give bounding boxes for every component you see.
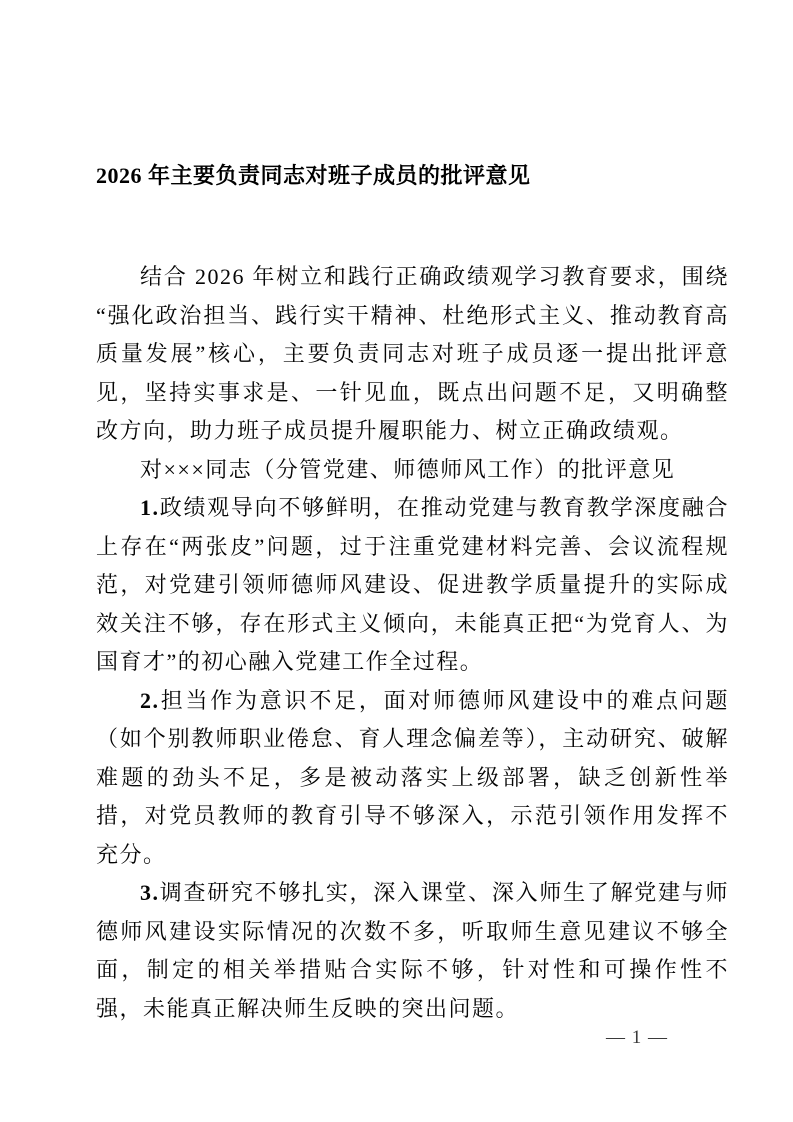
item-number: 3. xyxy=(140,880,160,905)
paragraph-text: 担当作为意识不足，面对师德师风建设中的难点问题（如个别教师职业倦怠、育人理念偏差等），主动研究、破解难题的劲头不足，多是被动落实上级部署，缺乏创新性举措，对党员教师的教育引导不够深入，示范引领作用发挥不充分。 xyxy=(96,687,729,867)
paragraph-text: 政绩观导向不够鲜明，在推动党建与教育教学深度融合上存在“两张皮”问题，过于注重党建材料完善、会议流程规范，对党建引领师德师风建设、促进教学质量提升的实际成效关注不够，存在形式主义倾向，未能真正把“为党育人、为国育才”的初心融入党建工作全过程。 xyxy=(96,495,729,674)
paragraph-item-2 xyxy=(96,682,729,875)
page-number: — 1 — xyxy=(606,1027,668,1048)
paragraph-item-3 xyxy=(96,874,729,1028)
paragraph-text: 调查研究不够扎实，深入课堂、深入师生了解党建与师德师风建设实际情况的次数不多，听取师生意见建议不够全面，制定的相关举措贴合实际不够，针对性和可操作性不强，未能真正解决师生反映的突出问题。 xyxy=(96,880,729,1021)
document-body xyxy=(96,258,729,1028)
paragraph-item-1 xyxy=(96,489,729,682)
page-title: 2026 年主要负责同志对班子成员的批评意见 xyxy=(96,163,531,188)
paragraph-section-heading xyxy=(96,451,729,490)
paragraph-text: 结合 2026 年树立和践行正确政绩观学习教育要求，围绕“强化政治担当、践行实干精神、杜绝形式主义、推动教育高质量发展”核心，主要负责同志对班子成员逐一提出批评意见，坚持实事求是、一针见血，既点出问题不足，又明确整改方向，助力班子成员提升履职能力、树立正确政绩观。 xyxy=(96,264,729,443)
paragraph-text: 对×××同志（分管党建、师德师风工作）的批评意见 xyxy=(140,456,676,482)
item-number: 1. xyxy=(140,495,160,520)
item-number: 2. xyxy=(140,687,160,713)
paragraph-intro xyxy=(96,258,729,451)
